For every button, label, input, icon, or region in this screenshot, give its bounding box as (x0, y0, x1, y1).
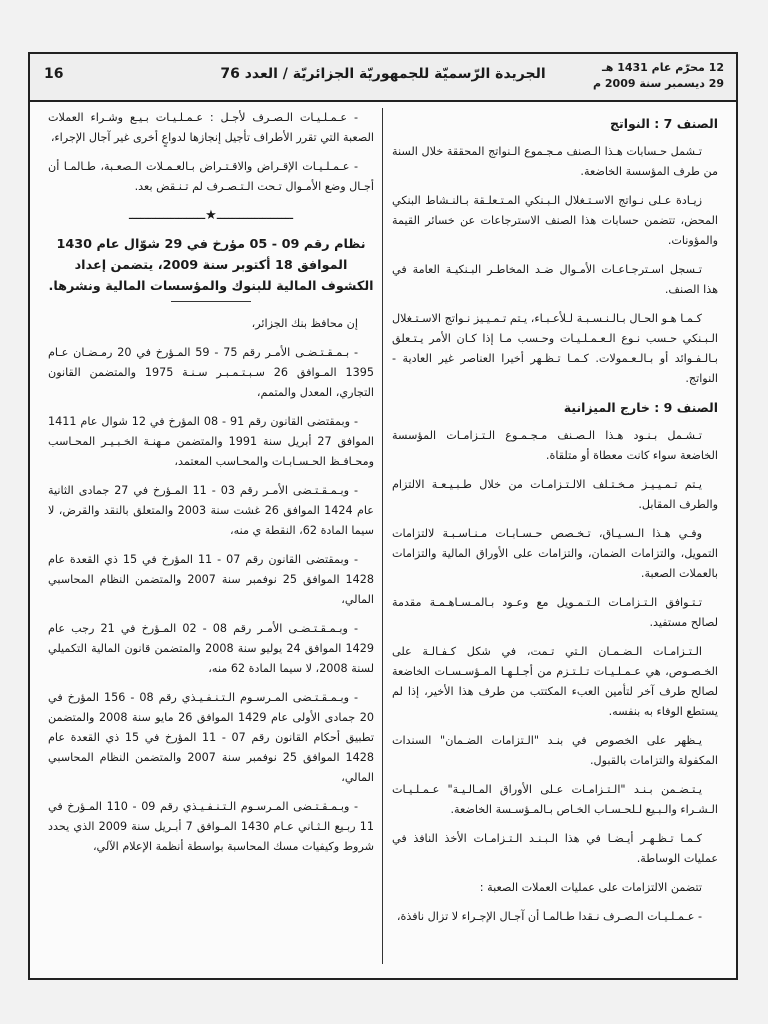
paragraph: - وبـمـقـتـضى المـرسـوم الـتـنـفـيـذي رقم 08 - 156 المؤرخ في 20 جمادى الأولى عام 1429 الموافق 26 مايو سنة 2008 والمتضمن تطبيق أحكام القانون رقم 07 - 11 المؤرخ في 15 ذي القعدة عام 1428 الموافق 25 نوفمبر سنة 2007 والمتضمن النظام المحاسبي المالي، (48, 691, 374, 784)
paragraph: - وبـمـقـتـضـى الأمـر رقم 08 - 02 المـؤرخ في 21 رجب عام 1429 الموافق 24 يوليو سنة 2008 والمتضمن قانون المالية التكميلي لسنة 2008، لا سيما المادة 62 منه، (48, 622, 374, 675)
page-header (30, 54, 736, 102)
gazette-title: الجريدة الرّسميّة للجمهوريّة الجزائريّة / العدد 76 (220, 66, 546, 82)
left-column (48, 108, 374, 866)
paragraph: - عـمـلـيـات الـصـرف نـقدا طـالمـا أن آجـال الإجـراء لا تزال نافذة، (396, 910, 702, 923)
paragraph: زيـادة عـلى نـواتج الاسـتـغلال الـبـنكي المـتـعلـقة بـالنـشاط البنكي المحض، تتضمن حسابات هذا الصنف الاسترجاعات عن خسائر القيمة والمؤونات. (392, 194, 718, 247)
paragraph: وفـي هـذا الـسـيـاق، تـخـصص حـسـابـات مـنـاسـبـة لالتزامات التمويل، والتزامات الضمان، والتزامات على الأوراق المالية والتزامات بالعملات الصعبة. (392, 527, 718, 580)
right-column (392, 108, 718, 936)
paragraph: كـمـا تـظـهـر أيـضـا في هذا الـبـنـد الـتـزامـات الأخذ النافذ في عمليات الوساطة. (392, 832, 718, 865)
paragraph: - وبـمـقـتـضى الأمـر رقم 03 - 11 المـؤرخ في 27 جمادى الثانية عام 1424 الموافق 26 غشت سنة 2003 والمتعلق بالنقد والقرض، لا سيما المادة 62، النقطة ي منه، (48, 484, 374, 537)
section-heading-class-9: الصنف 9 : خارج الميزانية (563, 400, 718, 415)
paragraph: - وبمقتضى القانون رقم 07 - 11 المؤرخ في 15 ذي القعدة عام 1428 الموافق 25 نوفمبر سنة 2007 والمتضمن النظام المحاسبي المالي، (48, 553, 374, 606)
column-divider (382, 108, 383, 964)
issue-date (593, 60, 724, 92)
title-underline (171, 301, 251, 302)
paragraph: تـشـمل بـنـود هـذا الـصـنف مـجـمـوع الـتـزامـات المؤسسة الخاضعة سواء كانت معطاة أو متلقاة. (392, 429, 718, 462)
paragraph: - عـمـلـيـات الـصـرف لأجـل : عـمـلـيـات بـيـع وشـراء العملات الصعبة التي تقرر الأطراف تأجيل إنجازها لدواعٍ أخرى غير آجال الإجراء، (48, 111, 374, 144)
paragraph: - عـمـلـيـات الإقـراض والاقـتـراض بـالعـمـلات الـصعـبة، طـالمـا أن أجـال وضع الأمـوال تـحت الـتـصـرف لم تـنـقض بعد. (48, 160, 374, 193)
paragraph: تتضمن الالتزامات على عمليات العملات الصعبة : (479, 881, 702, 894)
hijri-date: 12 محرّم عام 1431 هـ (602, 61, 724, 74)
paragraph: يـتـضـمن بـنـد "الـتـزامـات عـلى الأوراق المـالـيـة" عـمـلـيـات الـشـراء والـبـيع لـلحـسـاب الخـاص بـالمـؤسـسة الخاضعة. (392, 783, 718, 816)
paragraph: - وبمقتضى القانون رقم 91 - 08 المؤرخ في 12 شوال عام 1411 الموافق 27 أبريل سنة 1991 والمتضمن مـهنـة الخـبـيـر المحـاسب ومحـافـظ الحـسـابـات والمحـاسب المعتمد، (48, 415, 374, 468)
paragraph: تـتـوافق الـتـزامـات الـتـمـويل مع وعـود بـالمـسـاهـمـة مقدمة لصالح مستفيد. (392, 596, 718, 629)
paragraph: كـمـا هـو الحـال بـالـنـسـبـة لـلأعـبـاء، يـتم تـمـيـيز نـواتج الاسـتـغلال الـبـنكي حـسب نـوع الـعـمـلـيـات وحـسب مـا إذا كـان الأمر يـتـعلق بـالـفـوائد أو بـالـعـمولات. كـمـا تـظـهر أخيرا العناصر غير العادية - النواتج. (392, 312, 718, 385)
paragraph: - وبـمـقـتـضى المـرسـوم الـتـنـفـيـذي رقم 09 - 110 المـؤرخ في 11 ربـيع الـثـاني عـام 1430 المـوافق 7 أبـريل سنة 2009 الذي يحدد شروط وكيفيات مسك المحاسبة بواسطة أنظمة الإعلام الآلي، (48, 800, 374, 853)
paragraph: تـشمل حـسابات هـذا الـصنف مـجـموع الـنواتج المحققة خلال السنة من طرف المؤسسة الخاضعة. (392, 145, 718, 178)
gazette-page (28, 52, 738, 980)
paragraph: إن محافظ بنك الجزائر، (251, 317, 358, 330)
gregorian-date: 29 ديسمبر سنة 2009 م (593, 77, 724, 90)
paragraph: يـظهر على الخصوص في بنـد "الـتزامات الضـمان" السندات المكفولة والتزامات بالقبول. (392, 734, 718, 767)
star-divider: ــــــــــــــــــــ★ــــــــــــــــــــ (129, 208, 293, 223)
paragraph: تـسجل اسـترجـاعـات الأمـوال ضـد المخاطـر البـنكيـة العامة في هذا الصنف. (392, 263, 718, 296)
paragraph: الـتـزامـات الـضـمـان الـتي تـمت، في شكل كـفـالـة على الخـصـوص، هي عـمـلـيـات تـلـتـزم من أجـلـهـا المـؤسـسـات الخاضعة لصالح طرف آخر لتأمين العبء المكتتب من طرف هذا الأخير، إذا لم يستطع الوفاء به بنفسه. (392, 645, 718, 718)
page-number: 16 (44, 66, 64, 82)
regulation-title: نظام رقم 09 - 05 مؤرخ في 29 شوّال عام 1430 الموافق 18 أكتوبر سنة 2009، يتضمن إعداد الكشوف المالية للبنوك والمؤسسات المالية ونشرها. (48, 237, 374, 294)
paragraph: يـتم تـمـيـيـز مـخـتـلف الالـتـزامـات من خلال طـبـيـعـة الالتزام والطرف المقابل. (392, 478, 718, 511)
section-heading-class-7: الصنف 7 : النواتج (610, 116, 718, 131)
paragraph: - بـمـقـتـضـى الأمـر رقم 75 - 59 المـؤرخ في 20 رمـضـان عـام 1395 المـوافق 26 سـبـتـمـبـر سـنـة 1975 والمتضمن القانون التجاري، المعدل والمتمم، (48, 346, 374, 399)
